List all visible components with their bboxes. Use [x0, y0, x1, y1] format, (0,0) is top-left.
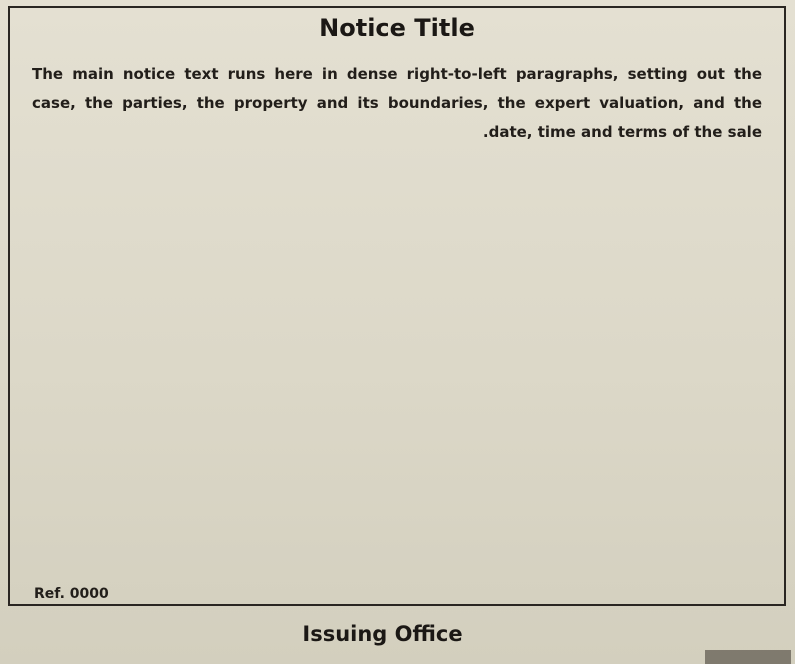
- notice-reference: Ref. 0000: [34, 586, 109, 602]
- notice-signature: Issuing Office: [302, 622, 463, 646]
- clipping-edge-mark: [705, 650, 791, 664]
- notice-title: Notice Title: [319, 14, 475, 42]
- notice-frame: [8, 6, 786, 606]
- notice-body: The main notice text runs here in dense right-to-left paragraphs, setting out the case, the parties, the property and its boundaries, the expert valuation, and the date, time and terms of the sale.: [32, 65, 762, 141]
